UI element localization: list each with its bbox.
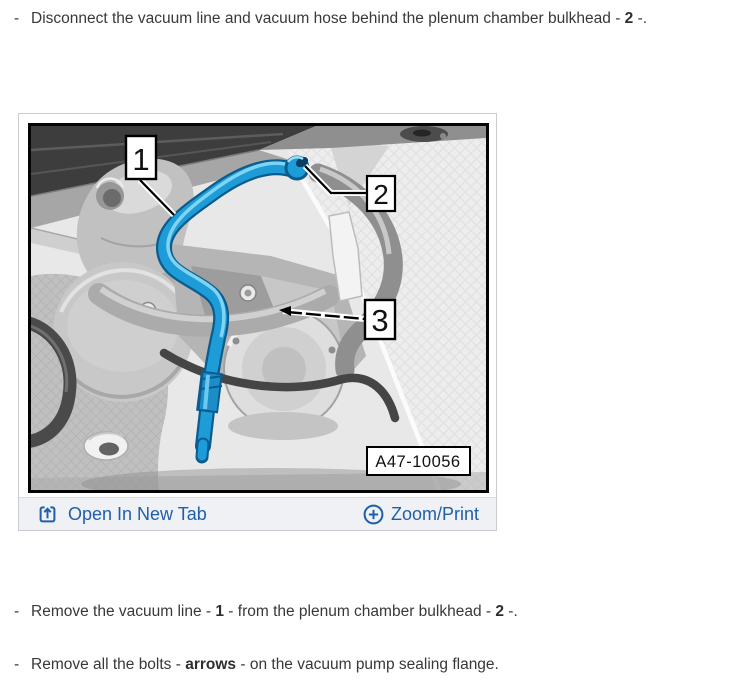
open-in-new-tab-label: Open In New Tab bbox=[68, 503, 207, 524]
figure-padding bbox=[19, 114, 496, 497]
engine-bay-illustration bbox=[31, 126, 486, 490]
figure-id-label: A47-10056 bbox=[375, 453, 461, 471]
bullet-dash: - bbox=[14, 10, 20, 27]
zoom-print-label: Zoom/Print bbox=[390, 503, 479, 524]
instruction-text: Remove all the bolts - arrows - on the vacuum pump sealing flange. bbox=[31, 656, 499, 673]
instruction-text: Remove the vacuum line - 1 - from the plenum chamber bulkhead - 2 -. bbox=[31, 603, 518, 620]
bullet-dash: - bbox=[14, 603, 20, 620]
instruction-step-3 bbox=[14, 655, 499, 674]
instruction-text: Disconnect the vacuum line and vacuum hose behind the plenum chamber bulkhead - 2 -. bbox=[31, 10, 648, 27]
figure-panel bbox=[18, 113, 497, 531]
callout-1-label: 1 bbox=[132, 142, 150, 177]
zoom-plus-icon bbox=[362, 503, 385, 526]
open-in-new-tab-icon bbox=[36, 503, 59, 526]
callout-2-label: 2 bbox=[373, 179, 389, 210]
bullet-dash: - bbox=[14, 656, 20, 673]
callout-3-label: 3 bbox=[371, 303, 389, 338]
zoom-print-link[interactable] bbox=[362, 503, 479, 526]
figure-toolbar bbox=[19, 497, 496, 530]
open-in-new-tab-link[interactable] bbox=[36, 503, 207, 526]
figure-frame bbox=[28, 123, 489, 493]
instruction-step-2 bbox=[14, 602, 518, 621]
instruction-step-1 bbox=[14, 9, 647, 28]
